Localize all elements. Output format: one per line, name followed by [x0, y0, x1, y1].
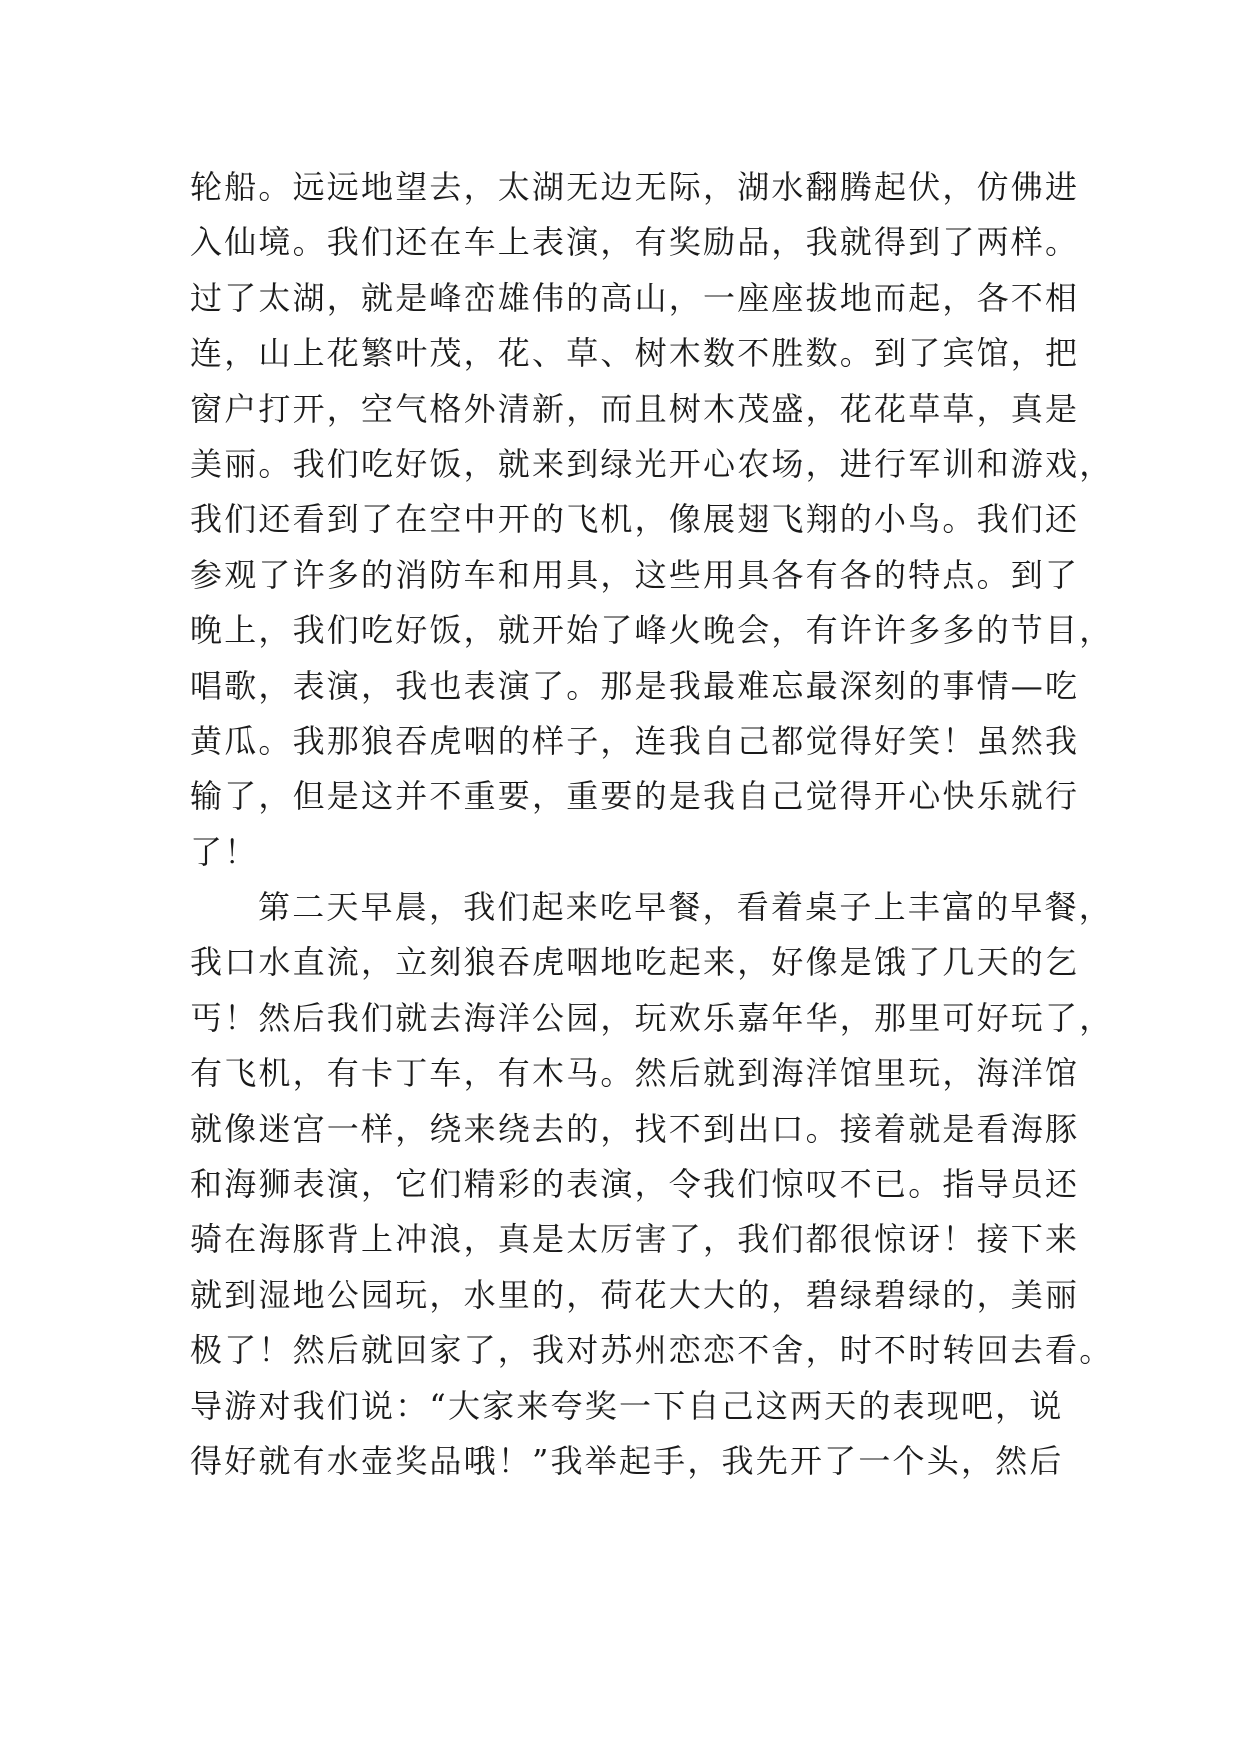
text-line: 窗户打开，空气格外清新，而且树木茂盛，花花草草，真是	[190, 389, 1080, 428]
text-line: 了！	[190, 832, 259, 871]
text-line: 得好就有水壶奖品哦！”我举起手，我先开了一个头，然后	[190, 1441, 1064, 1480]
text-line: 过了太湖，就是峰峦雄伟的高山，一座座拔地而起，各不相	[190, 278, 1080, 317]
text-line: 和海狮表演，它们精彩的表演，令我们惊叹不已。指导员还	[190, 1165, 1080, 1204]
text-line: 就到湿地公园玩，水里的，荷花大大的，碧绿碧绿的，美丽	[190, 1275, 1080, 1314]
text-line: 入仙境。我们还在车上表演，有奖励品，我就得到了两样。	[190, 223, 1080, 262]
text-line: 参观了许多的消防车和用具，这些用具各有各的特点。到了	[190, 555, 1080, 594]
text-line: 丐！然后我们就去海洋公园，玩欢乐嘉年华，那里可好玩了，	[190, 998, 1114, 1037]
text-line: 我们还看到了在空中开的飞机，像展翅飞翔的小鸟。我们还	[190, 500, 1080, 539]
text-line: 晚上，我们吃好饭，就开始了峰火晚会，有许许多多的节目，	[190, 611, 1114, 650]
text-line: 轮船。远远地望去，太湖无边无际，湖水翻腾起伏，仿佛进	[190, 168, 1080, 206]
text-line: 输了，但是这并不重要，重要的是我自己觉得开心快乐就行	[190, 777, 1080, 816]
text-line: 骑在海豚背上冲浪，真是太厉害了，我们都很惊讶！接下来	[190, 1220, 1080, 1259]
text-line: 黄瓜。我那狼吞虎咽的样子，连我自己都觉得好笑！虽然我	[190, 721, 1080, 760]
text-line: 有飞机，有卡丁车，有木马。然后就到海洋馆里玩，海洋馆	[190, 1054, 1080, 1093]
text-line: 我口水直流，立刻狼吞虎咽地吃起来，好像是饿了几天的乞	[190, 943, 1080, 982]
text-line: 就像迷宫一样，绕来绕去的，找不到出口。接着就是看海豚	[190, 1109, 1080, 1148]
paragraph-start-line: 第二天早晨，我们起来吃早餐，看着桌子上丰富的早餐，	[258, 888, 1114, 927]
text-line: 连，山上花繁叶茂，花、草、树木数不胜数。到了宾馆，把	[190, 334, 1080, 373]
text-line: 导游对我们说：“大家来夸奖一下自己这两天的表现吧，说	[190, 1386, 1064, 1425]
body-text	[190, 160, 1114, 1489]
text-line: 极了！然后就回家了，我对苏州恋恋不舍，时不时转回去看。	[190, 1331, 1114, 1370]
text-line: 唱歌，表演，我也表演了。那是我最难忘最深刻的事情—吃	[190, 666, 1080, 705]
text-line: 美丽。我们吃好饭，就来到绿光开心农场，进行军训和游戏，	[190, 444, 1114, 483]
